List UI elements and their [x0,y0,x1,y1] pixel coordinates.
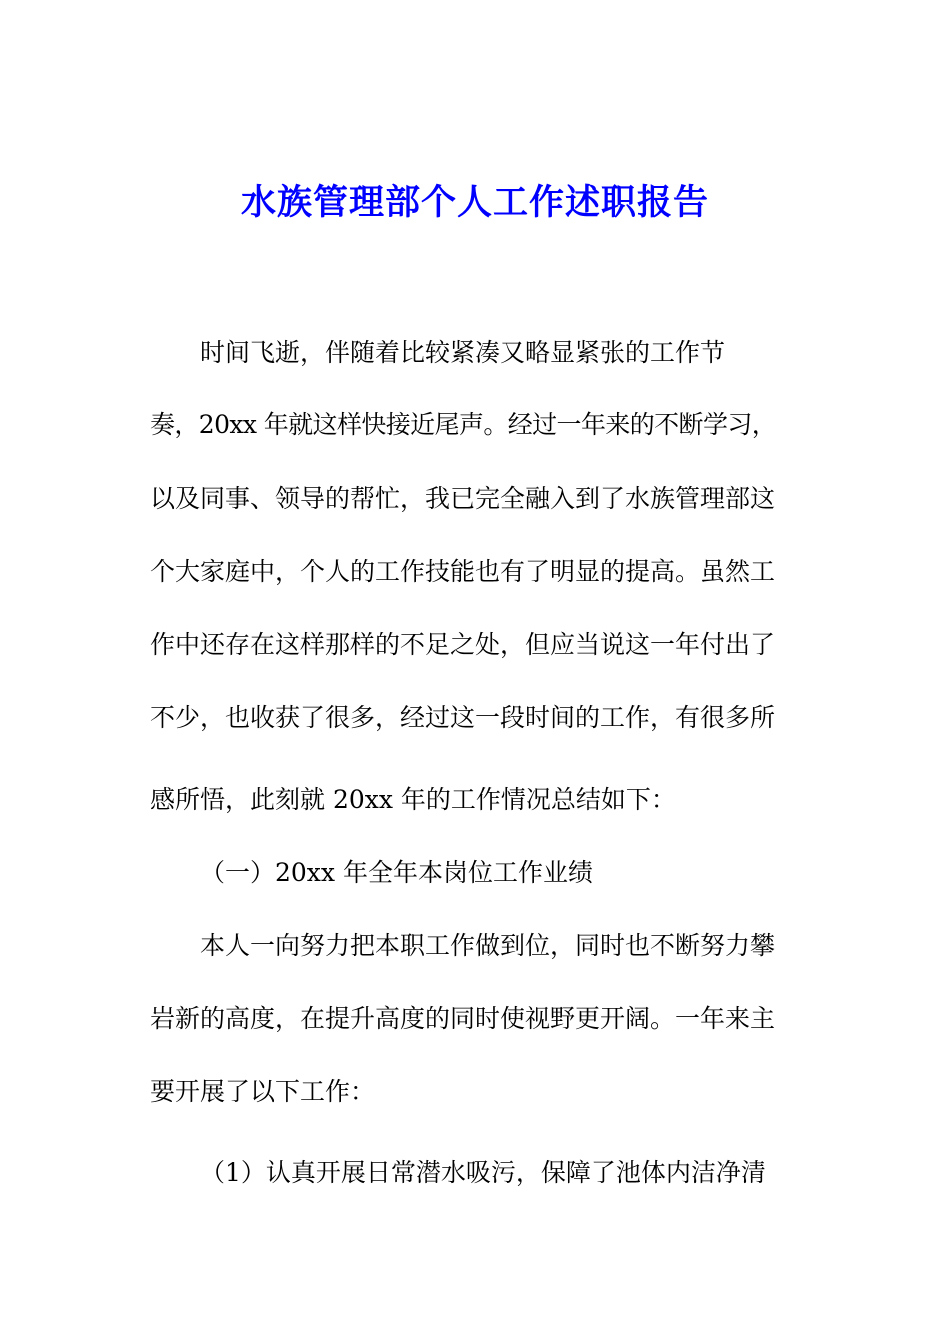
paragraph-line: 本人一向努力把本职工作做到位，同时也不断努力攀 [200,931,776,960]
paragraph-line: 个大家庭中，个人的工作技能也有了明显的提高。虽然工 [150,557,776,586]
section-heading: （一）20xx 年全年本岗位工作业绩 [200,858,593,887]
document-title: 水族管理部个人工作述职报告 [240,182,709,223]
paragraph-line: 要开展了以下工作： [150,1077,376,1106]
paragraph-line: 奏，20xx 年就这样快接近尾声。经过一年来的不断学习， [150,410,777,439]
paragraph-line: 作中还存在这样那样的不足之处，但应当说这一年付出了 [150,630,776,659]
paragraph-line: 感所悟，此刻就 20xx 年的工作情况总结如下： [150,785,676,814]
paragraph-line: 不少，也收获了很多，经过这一段时间的工作，有很多所 [150,703,776,732]
paragraph-line: 岩新的高度，在提升高度的同时使视野更开阔。一年来主 [150,1004,776,1033]
paragraph-line: （1）认真开展日常潜水吸污，保障了池体内洁净清 [200,1158,766,1187]
paragraph-line: 时间飞逝，伴随着比较紧凑又略显紧张的工作节 [200,338,726,367]
paragraph-line: 以及同事、领导的帮忙，我已完全融入到了水族管理部这 [150,484,776,513]
